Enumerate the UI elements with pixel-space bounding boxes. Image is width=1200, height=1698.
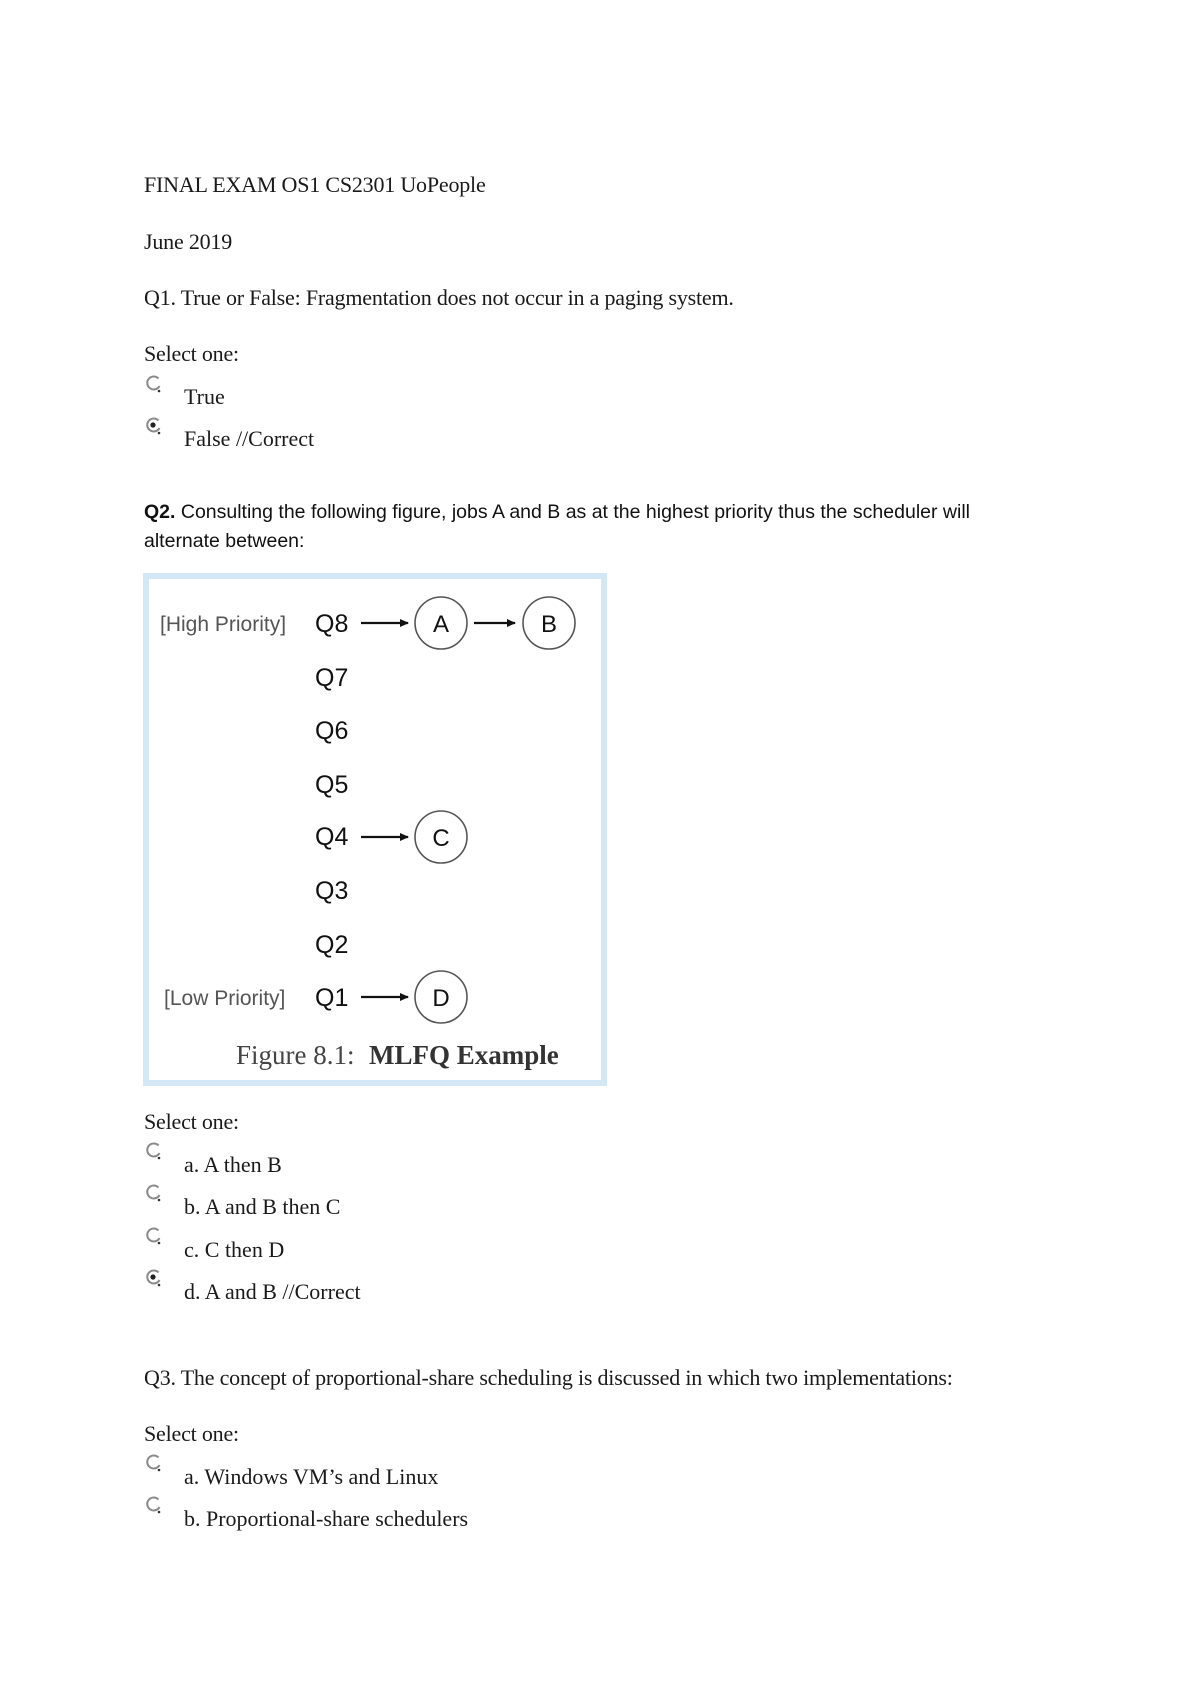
q2-option-a-label: a. A then B [184, 1152, 282, 1177]
q2-question [144, 498, 1044, 556]
job-d-label: D [432, 985, 450, 1012]
queue-q3-label: Q3 [315, 877, 349, 905]
queue-q8-label: Q8 [315, 610, 349, 638]
job-b-label: B [540, 611, 558, 638]
q2-option-d-label: d. A and B //Correct [184, 1279, 361, 1304]
q3-option-b-label: b. Proportional-share schedulers [184, 1506, 469, 1531]
mlfq-diagram [149, 579, 601, 1080]
low-priority-label: [Low Priority] [164, 987, 286, 1010]
queue-q4-label: Q4 [315, 823, 349, 851]
q3-option-a-radio-icon[interactable] [144, 1453, 164, 1475]
q3-select-label: Select one: [144, 1421, 239, 1446]
mlfq-figure [143, 573, 607, 1086]
q2-question-text: Consulting the following figure, jobs A and B as at the highest priority thus the scheduler will alternate between: [144, 501, 970, 552]
q2-select-label: Select one: [144, 1109, 239, 1134]
q2-option-d-radio-selected-icon[interactable] [144, 1268, 164, 1290]
job-c-label: C [432, 825, 450, 852]
exam-date: June 2019 [144, 229, 233, 254]
figure-caption-title: MLFQ Example [369, 1040, 559, 1070]
q2-number: Q2. [144, 501, 176, 523]
queue-q2-label: Q2 [315, 931, 349, 959]
q1-select-label: Select one: [144, 341, 239, 366]
q3-option-b-radio-icon[interactable] [144, 1495, 164, 1517]
q2-option-c-label: c. C then D [184, 1237, 285, 1262]
exam-title: FINAL EXAM OS1 CS2301 UoPeople [144, 172, 486, 197]
queue-q7-label: Q7 [315, 664, 349, 692]
q1-option-1-label: True [184, 384, 225, 409]
queue-q1-label: Q1 [315, 984, 349, 1012]
q1-question: Q1. True or False: Fragmentation does not occur in a paging system. [144, 285, 734, 310]
q1-option-2-label: False //Correct [184, 426, 315, 451]
q1-option-2-radio-selected-icon[interactable] [144, 416, 164, 438]
q1-option-1-radio-icon[interactable] [144, 374, 164, 396]
q2-option-a-radio-icon[interactable] [144, 1141, 164, 1163]
queue-q5-label: Q5 [315, 771, 349, 799]
job-a-label: A [432, 611, 450, 638]
q2-option-c-radio-icon[interactable] [144, 1226, 164, 1248]
figure-caption-prefix: Figure 8.1: [236, 1040, 355, 1070]
q2-option-b-label: b. A and B then C [184, 1194, 341, 1219]
q3-question: Q3. The concept of proportional-share scheduling is discussed in which two implementations: [144, 1365, 953, 1390]
q3-option-a-label: a. Windows VM’s and Linux [184, 1464, 439, 1489]
queue-q6-label: Q6 [315, 717, 349, 745]
high-priority-label: [High Priority] [160, 613, 287, 636]
q2-option-b-radio-icon[interactable] [144, 1183, 164, 1205]
